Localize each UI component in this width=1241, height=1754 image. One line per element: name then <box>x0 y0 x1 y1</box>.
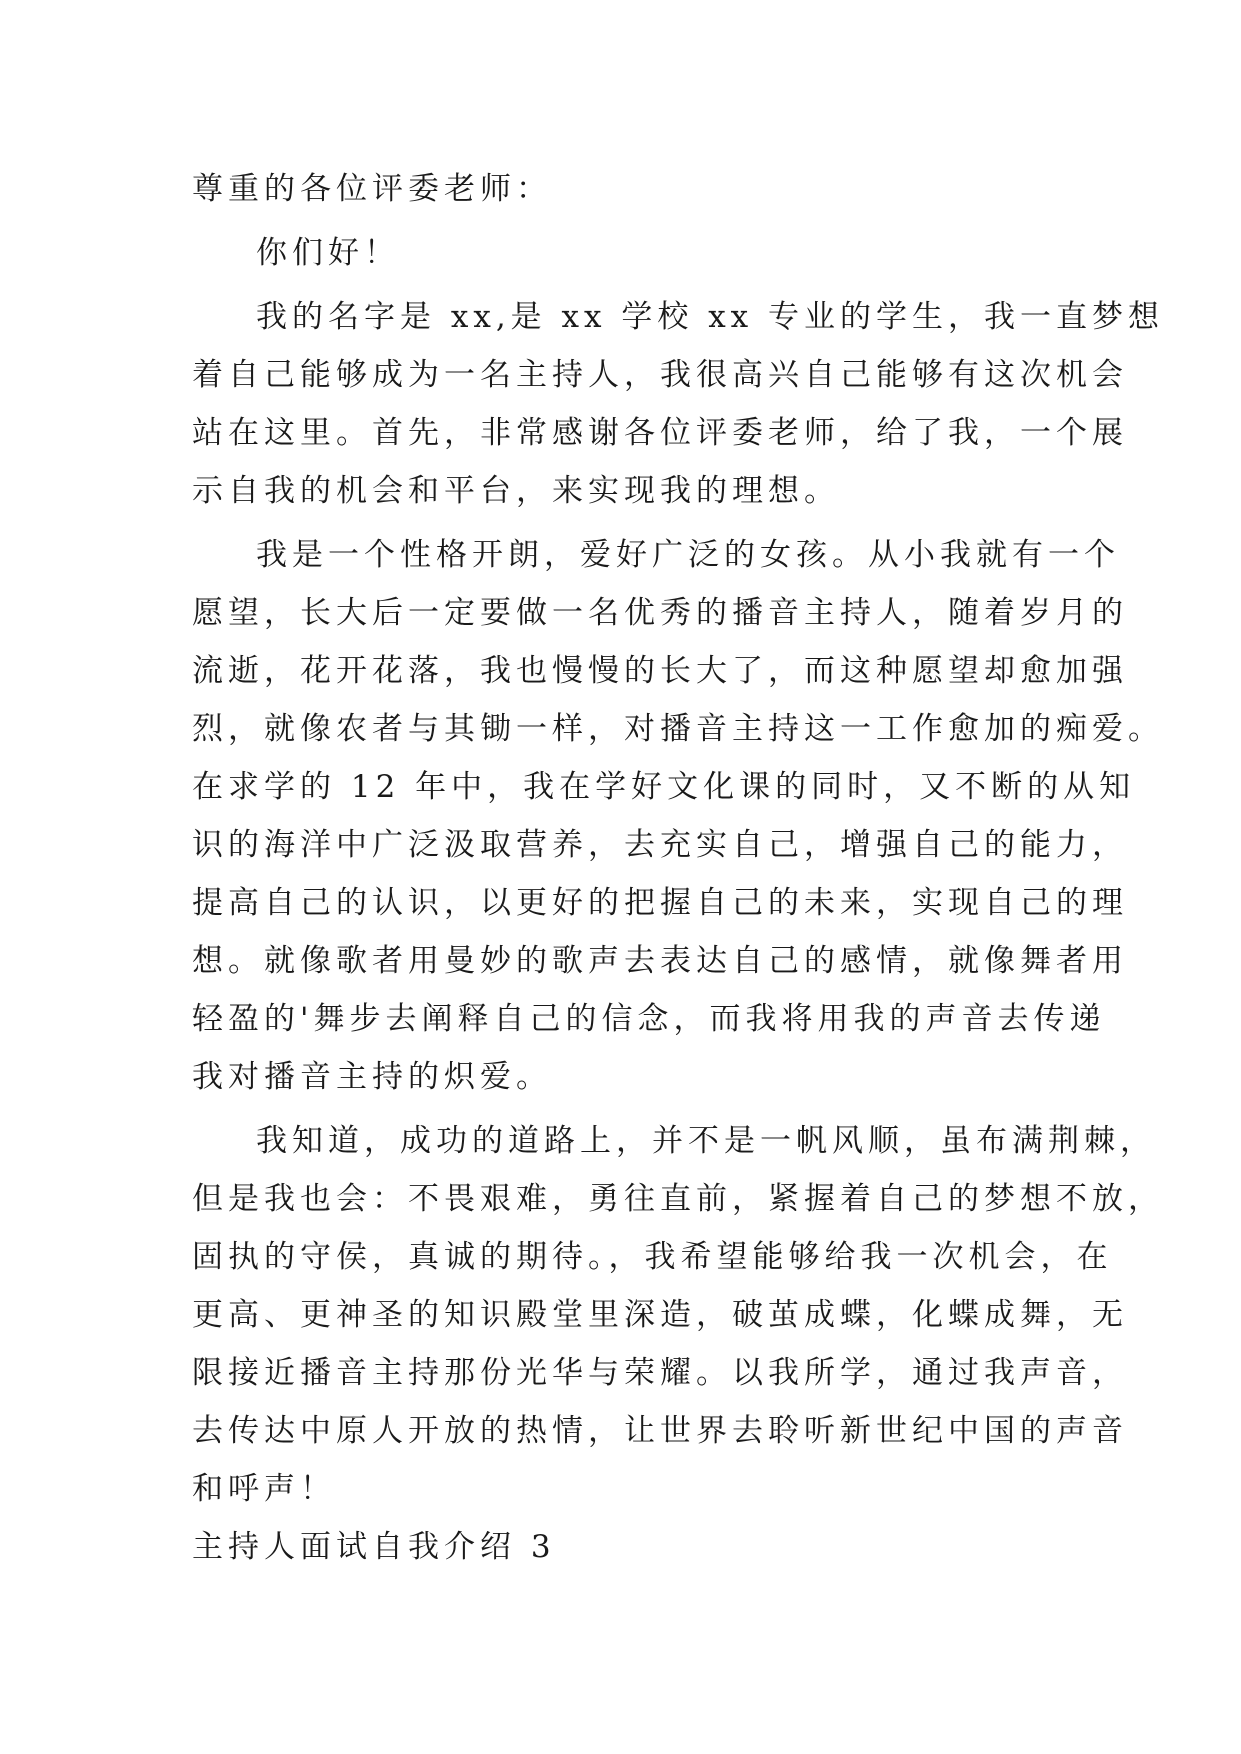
paragraph-hello <box>192 224 1062 282</box>
paragraph-line: 我知道，成功的道路上，并不是一帆风顺，虽布满荆棘， <box>256 1123 1156 1159</box>
paragraph-line: 着自己能够成为一名主持人，我很高兴自己能够有这次机会 <box>192 357 1128 393</box>
paragraph-line: 更高、更神圣的知识殿堂里深造，破茧成蝶，化蝶成舞，无 <box>192 1297 1128 1333</box>
paragraph-line: 但是我也会：不畏艰难，勇往直前，紧握着自己的梦想不放， <box>192 1181 1164 1217</box>
paragraph-line: 固执的守侯，真诚的期待。，我希望能够给我一次机会，在 <box>192 1239 1113 1275</box>
paragraph-line: 我对播音主持的炽爱。 <box>192 1059 552 1095</box>
paragraph-line: 你们好！ <box>256 235 400 271</box>
paragraph-line: 我的名字是 xx,是 xx 学校 xx 专业的学生，我一直梦想 <box>256 299 1165 335</box>
paragraph-line: 愿望，长大后一定要做一名优秀的播音主持人，随着岁月的 <box>192 595 1128 631</box>
paragraph-line: 限接近播音主持那份光华与荣耀。以我所学，通过我声音， <box>192 1355 1128 1391</box>
paragraph-line: 去传达中原人开放的热情，让世界去聆听新世纪中国的声音 <box>192 1413 1128 1449</box>
paragraph-line: 识的海洋中广泛汲取营养，去充实自己，增强自己的能力， <box>192 827 1128 863</box>
paragraph-line: 提高自己的认识，以更好的把握自己的未来，实现自己的理 <box>192 885 1128 921</box>
paragraph-line: 我是一个性格开朗，爱好广泛的女孩。从小我就有一个 <box>256 537 1120 573</box>
paragraph-line: 站在这里。首先，非常感谢各位评委老师，给了我，一个展 <box>192 415 1128 451</box>
paragraph-line: 在求学的 12 年中，我在学好文化课的同时，又不断的从知 <box>192 769 1136 805</box>
paragraph-line: 示自我的机会和平台，来实现我的理想。 <box>192 473 840 509</box>
paragraph-line: 烈，就像农者与其锄一样，对播音主持这一工作愈加的痴爱。 <box>192 711 1164 747</box>
paragraph-introduction <box>192 288 1165 520</box>
greeting-line: 尊重的各位评委老师： <box>192 171 552 207</box>
paragraph-line: 轻盈的'舞步去阐释自己的信念，而我将用我的声音去传递 <box>192 1001 1106 1037</box>
section-heading: 主持人面试自我介绍 3 <box>192 1529 556 1565</box>
document-body <box>192 160 1165 1576</box>
paragraph-line: 和呼声！ <box>192 1471 336 1507</box>
paragraph-line: 想。就像歌者用曼妙的歌声去表达自己的感情，就像舞者用 <box>192 943 1128 979</box>
paragraph-line: 流逝，花开花落，我也慢慢的长大了，而这种愿望却愈加强 <box>192 653 1128 689</box>
paragraph-determination <box>192 1112 1164 1518</box>
paragraph-personality <box>192 526 1164 1106</box>
